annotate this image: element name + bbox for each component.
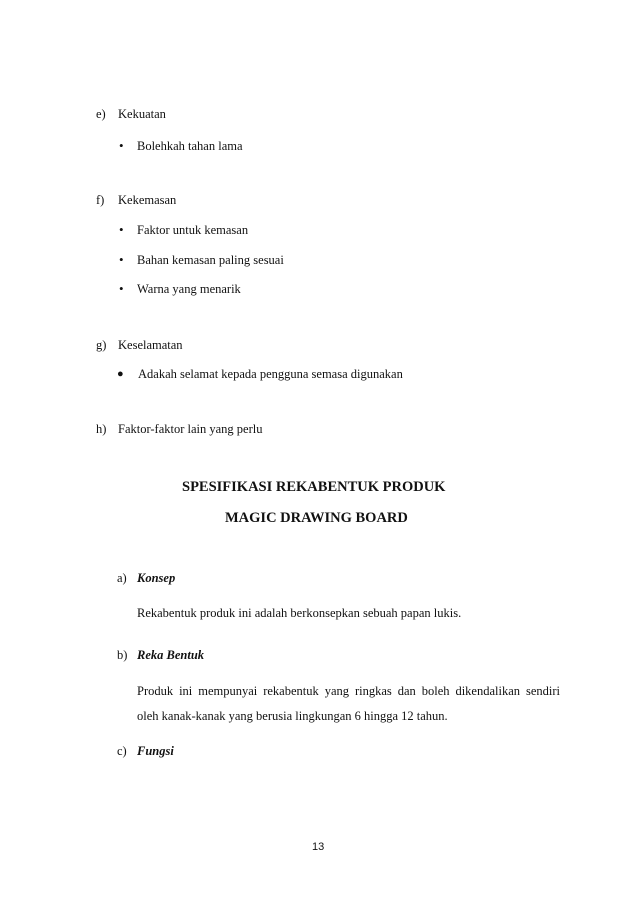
section-f-title: Kekemasan: [118, 193, 177, 207]
spec-c-title: Fungsi: [137, 744, 174, 758]
section-f-bullet-3: Warna yang menarik: [137, 282, 241, 296]
section-g-title: Keselamatan: [118, 338, 183, 352]
section-h-marker: h): [96, 422, 107, 436]
section-f-bullet-1: Faktor untuk kemasan: [137, 223, 249, 237]
spec-c-marker: c): [117, 744, 127, 758]
spec-b-text-line-2: oleh kanak-kanak yang berusia lingkungan 6 hingga 12 tahun.: [137, 709, 448, 723]
section-f-bullet-2: Bahan kemasan paling sesuai: [137, 253, 284, 267]
spec-b-title: Reka Bentuk: [137, 648, 205, 662]
section-g-marker: g): [96, 338, 107, 352]
bullet-icon: ●: [117, 368, 124, 380]
bullet-icon: •: [119, 252, 124, 267]
section-h-title: Faktor-faktor lain yang perlu: [118, 422, 263, 436]
bullet-icon: •: [119, 222, 124, 237]
section-f-marker: f): [96, 193, 105, 207]
spec-a-text: Rekabentuk produk ini adalah berkonsepkan sebuah papan lukis.: [137, 606, 462, 620]
section-e-marker: e): [96, 107, 106, 121]
bullet-icon: •: [119, 281, 124, 296]
section-e-bullet-1: Bolehkah tahan lama: [137, 139, 243, 153]
page-number: 13: [312, 841, 325, 853]
spec-b-text-line-1: Produk ini mempunyai rekabentuk yang ringkas dan boleh dikendalikan sendiri: [137, 684, 560, 698]
spec-b-marker: b): [117, 648, 128, 662]
spec-heading-line-1: SPESIFIKASI REKABENTUK PRODUK: [182, 479, 446, 495]
section-g-bullet-1: Adakah selamat kepada pengguna semasa digunakan: [138, 367, 403, 381]
spec-a-marker: a): [117, 571, 127, 585]
section-e-title: Kekuatan: [118, 107, 166, 121]
bullet-icon: •: [119, 138, 124, 153]
spec-a-title: Konsep: [137, 571, 176, 585]
spec-heading-line-2: MAGIC DRAWING BOARD: [225, 510, 408, 526]
